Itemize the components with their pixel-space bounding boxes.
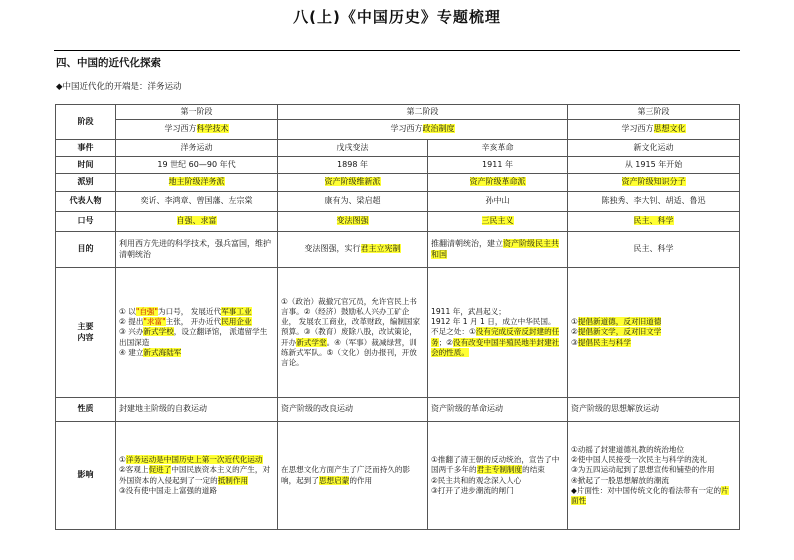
row-label-impact: 影响 bbox=[56, 422, 116, 530]
faction-cell: 资产阶级维新派 bbox=[278, 174, 428, 192]
stage-2-focus: 学习西方政治制度 bbox=[278, 120, 568, 140]
content-item: ④ 建立新式海陆军 bbox=[119, 347, 182, 357]
people-cell: 康有为、梁启超 bbox=[278, 192, 428, 212]
title-rule bbox=[54, 50, 740, 51]
page-title: 八(上)《中国历史》专题梳理 bbox=[293, 8, 501, 26]
impact-cell-wuxu: 在思想文化方面产生了广泛而持久的影响，起到了思想启蒙的作用 bbox=[278, 422, 428, 530]
modernization-table bbox=[55, 104, 740, 530]
content-item: 1911 年，武昌起义； bbox=[431, 306, 506, 316]
content-item: ①提倡新道德，反对旧道德 bbox=[571, 317, 662, 327]
event-cell: 戊戌变法 bbox=[278, 140, 428, 157]
bullet-note: ◆中国近代化的开端是：洋务运动 bbox=[56, 82, 182, 92]
nature-cell: 资产阶级的革命运动 bbox=[428, 398, 568, 422]
impact-item: ③为五四运动起到了思想宣传和铺垫的作用 bbox=[571, 465, 715, 475]
faction-cell: 资产阶级革命派 bbox=[428, 174, 568, 192]
section-heading: 四、中国的近代化探索 bbox=[56, 57, 161, 69]
stage-1-focus: 学习西方科学技术 bbox=[116, 120, 278, 140]
content-item: ③ 兴办新式学校，设立翻译馆， 派遣留学生出国深造 bbox=[119, 327, 268, 347]
nature-cell: 资产阶级的思想解放运动 bbox=[568, 398, 740, 422]
content-item: ① 以"自强"为口号， 发展近代军事工业 bbox=[119, 306, 252, 316]
impact-item: ②客观上促进了中国民族资本主义的产生，对外国资本的入侵起到了一定的抵制作用 bbox=[119, 465, 271, 485]
slogan-cell: 三民主义 bbox=[428, 212, 568, 232]
faction-cell: 地主阶级洋务派 bbox=[116, 174, 278, 192]
impact-item: ①动摇了封建道德礼教的统治地位 bbox=[571, 444, 685, 454]
goal-cell: 民主、科学 bbox=[568, 232, 740, 268]
impact-item: ③没有使中国走上富强的道路 bbox=[119, 485, 217, 495]
content-item: ②提倡新文学，反对旧文学 bbox=[571, 327, 662, 337]
row-label-faction: 派别 bbox=[56, 174, 116, 192]
impact-cell-yangwu bbox=[116, 422, 278, 530]
content-item: ② 提出"求富"主张， 开办近代民用企业 bbox=[119, 317, 252, 327]
content-item: 不足之处：①没有完成反帝反封建的任务；②没有改变中国半殖民地半封建社会的性质。 bbox=[431, 327, 560, 357]
row-label-goal: 目的 bbox=[56, 232, 116, 268]
impact-item: ①洋务运动是中国历史上第一次近代化运动 bbox=[119, 455, 263, 464]
people-cell: 陈独秀、李大钊、胡适、鲁迅 bbox=[568, 192, 740, 212]
time-cell: 1898 年 bbox=[278, 157, 428, 174]
content-cell-yangwu bbox=[116, 268, 278, 398]
stage-3-focus: 学习西方思想文化 bbox=[568, 120, 740, 140]
content-item: 1912 年 1 月 1 日，成立中华民国。 bbox=[431, 317, 556, 327]
stage-2-header: 第二阶段 bbox=[278, 105, 568, 120]
slogan-cell: 变法图强 bbox=[278, 212, 428, 232]
impact-item: ④掀起了一股思想解放的潮流 bbox=[571, 475, 669, 485]
slogan-cell: 自强、求富 bbox=[116, 212, 278, 232]
slogan-cell: 民主、科学 bbox=[568, 212, 740, 232]
time-cell: 1911 年 bbox=[428, 157, 568, 174]
event-cell: 辛亥革命 bbox=[428, 140, 568, 157]
faction-cell: 资产阶级知识分子 bbox=[568, 174, 740, 192]
impact-item: ③打开了进步潮流的闸门 bbox=[431, 485, 514, 495]
impact-item: ◆片面性：对中国传统文化的看法带有一定的片面性 bbox=[571, 485, 729, 505]
row-label-people: 代表人物 bbox=[56, 192, 116, 212]
event-cell: 洋务运动 bbox=[116, 140, 278, 157]
content-cell-xinhai bbox=[428, 268, 568, 398]
row-label-nature: 性质 bbox=[56, 398, 116, 422]
content-item: ③提倡民主与科学 bbox=[571, 337, 631, 347]
event-cell: 新文化运动 bbox=[568, 140, 740, 157]
row-label-event: 事件 bbox=[56, 140, 116, 157]
content-cell-wuxu: ①（政治）裁撤冗官冗员，允许官民上书言事。②（经济）鼓励私人兴办工矿企业， 发展农工商业，改革财政，编制国家预算。③（教育）废除八股，改试策论，开办新式学堂。④（军事）裁减绿营，训练新式军队。⑤（文化）创办报刊，开放言论。 bbox=[278, 268, 428, 398]
nature-cell: 资产阶级的改良运动 bbox=[278, 398, 428, 422]
impact-cell-xinwenhua bbox=[568, 422, 740, 530]
impact-item: ①推翻了清王朝的反动统治，宣告了中国两千多年的君主专制制度的结束 bbox=[431, 455, 560, 475]
row-label-content: 主要 内容 bbox=[56, 268, 116, 398]
impact-item: ②民主共和的观念深入人心 bbox=[431, 475, 522, 485]
impact-item: ②使中国人民接受一次民主与科学的洗礼 bbox=[571, 455, 707, 464]
time-cell: 从 1915 年开始 bbox=[568, 157, 740, 174]
stage-3-header: 第三阶段 bbox=[568, 105, 740, 120]
goal-cell: 推翻清朝统治，建立资产阶级民主共和国 bbox=[428, 232, 568, 268]
people-cell: 奕䜣、李鸿章、曾国藩、左宗棠 bbox=[116, 192, 278, 212]
goal-cell: 变法图强，实行君主立宪制 bbox=[278, 232, 428, 268]
row-label-stage: 阶段 bbox=[56, 105, 116, 140]
nature-cell: 封建地主阶级的自救运动 bbox=[116, 398, 278, 422]
stage-1-header: 第一阶段 bbox=[116, 105, 278, 120]
impact-cell-xinhai bbox=[428, 422, 568, 530]
people-cell: 孙中山 bbox=[428, 192, 568, 212]
goal-cell: 利用西方先进的科学技术，强兵富国，维护清朝统治 bbox=[116, 232, 278, 268]
content-cell-xinwenhua bbox=[568, 268, 740, 398]
row-label-slogan: 口号 bbox=[56, 212, 116, 232]
time-cell: 19 世纪 60—90 年代 bbox=[116, 157, 278, 174]
row-label-time: 时间 bbox=[56, 157, 116, 174]
